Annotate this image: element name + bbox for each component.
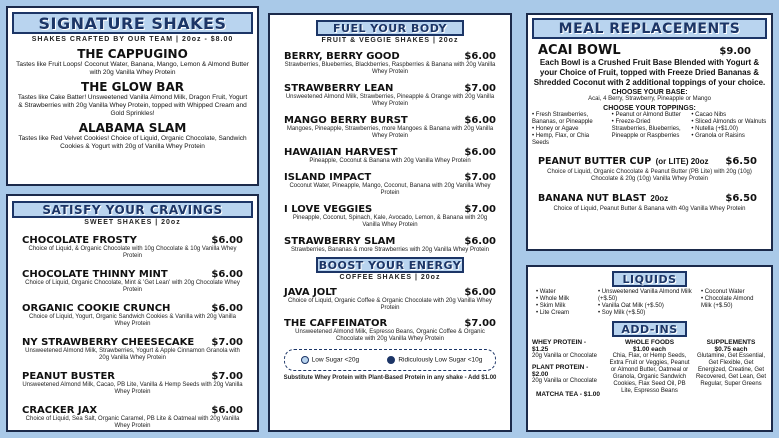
topping-item: • Hemp, Flax, or Chia Seeds bbox=[532, 133, 608, 147]
menu-item-desc: Choice of Liquid, Sea Salt, Organic Caramel, PB Lite & Oatmeal with 20g Vanilla Whey Protein bbox=[25, 416, 240, 429]
ridiculously-low-sugar-icon bbox=[387, 356, 395, 364]
energy-title: BOOST YOUR ENERGY bbox=[316, 257, 464, 273]
menu-item-desc: Choice of Liquid, Yogurt, Organic Sandwich Cookies & Vanilla with 20g Vanilla Whey Protein bbox=[29, 314, 236, 327]
acai-bowl-desc: Each Bowl is a Crushed Fruit Base Blended with Yogurt & your Choice of Fruit, topped with Freeze Dried Bananas & Shredded Coconut with 2 additional toppings of your choice. bbox=[533, 58, 766, 87]
topping-item: • Sliced Almonds or Walnuts bbox=[691, 119, 767, 126]
menu-item-row bbox=[284, 172, 496, 183]
toppings-label: CHOOSE YOUR TOPPINGS: bbox=[603, 105, 696, 112]
signature-item-desc: Tastes like Cake Batter! Unsweetened Vanilla Almond Milk, Dragon Fruit, Yogurt & Strawberries with 20g Vanilla Whey Protein, topped with Whipped Cream and Gold Sprinkles! bbox=[17, 94, 248, 117]
addins-title: ADD-INS bbox=[612, 321, 687, 337]
menu-item-name: ORGANIC COOKIE CRUNCH bbox=[22, 303, 171, 314]
base-options: Acai, 4 Berry, Strawberry, Pineapple or Mango bbox=[588, 96, 711, 102]
menu-item-price: $6.00 bbox=[464, 287, 496, 298]
whey-protein-desc: 20g Vanilla or Chocolate bbox=[532, 353, 597, 359]
whole-foods-desc: Chia, Flax, or Hemp Seeds, Extra Fruit or Veggies, Peanut or Almond Butter, Oatmeal or Granola, Organic Sandwich Cookies, Flax Seed Oil, PB Lite, Espresso Beans bbox=[609, 353, 690, 394]
cravings-subtitle: SWEET SHAKES | 20oz bbox=[84, 219, 181, 226]
liquid-item: • Water bbox=[536, 289, 594, 296]
menu-item-row bbox=[22, 235, 243, 246]
fuel-energy-panel bbox=[268, 13, 512, 432]
liquid-item: • Soy Milk (+$.50) bbox=[598, 310, 697, 317]
menu-item-desc: Pineapple, Coconut, Spinach, Kale, Avocado, Lemon, & Banana with 20g Vanilla Whey Protein bbox=[292, 215, 488, 228]
liquids-col-2 bbox=[598, 289, 697, 317]
energy-subtitle: COFFEE SHAKES | 20oz bbox=[339, 274, 441, 281]
fuel-title: FUEL YOUR BODY bbox=[316, 20, 464, 36]
toppings-col-1 bbox=[532, 112, 608, 147]
menu-item-desc: Choice of Liquid, & Organic Chocolate with 10g Chocolate & 10g Vanilla Whey Protein bbox=[28, 246, 237, 259]
whey-protein-label: WHEY PROTEIN - $1.25 bbox=[532, 339, 587, 353]
menu-item-price: $6.00 bbox=[464, 147, 496, 158]
pb-cup-size: (or LITE) 20oz bbox=[655, 157, 709, 166]
cravings-title: SATISFY YOUR CRAVINGS bbox=[12, 201, 253, 218]
sugar-legend bbox=[284, 349, 496, 371]
signature-item-name: ALABAMA SLAM bbox=[78, 121, 187, 135]
acai-bowl-price: $9.00 bbox=[719, 46, 751, 57]
topping-item: • Fresh Strawberries, Bananas, or Pineapple bbox=[532, 112, 608, 126]
menu-item-row bbox=[22, 371, 243, 382]
plant-protein-desc: 20g Vanilla or Chocolate bbox=[532, 378, 597, 384]
liquids-col-3 bbox=[701, 289, 763, 317]
supplements-price: $0.75 each bbox=[714, 346, 748, 353]
topping-item: • Honey or Agave bbox=[532, 126, 608, 133]
banana-nut-price: $6.50 bbox=[725, 193, 757, 204]
banana-nut-size: 20oz bbox=[650, 194, 669, 203]
plant-protein-note: Substitute Whey Protein with Plant-Based Protein in any shake - Add $1.00 bbox=[283, 375, 497, 381]
menu-item-name: JAVA JOLT bbox=[284, 287, 337, 298]
liquids-col-1 bbox=[536, 289, 594, 317]
menu-item-desc: Pineapple, Coconut & Banana with 20g Vanilla Whey Protein bbox=[309, 158, 471, 164]
menu-item-row bbox=[284, 287, 496, 298]
topping-item: • Nutella (+$1.00) bbox=[691, 126, 767, 133]
menu-item-desc: Coconut Water, Pineapple, Mango, Coconut, Banana with 20g Vanilla Whey Protein bbox=[289, 183, 491, 196]
topping-item: • Granola or Raisins bbox=[691, 133, 767, 140]
menu-item-row bbox=[22, 405, 243, 416]
toppings-col-3 bbox=[691, 112, 767, 147]
menu-item-price: $6.00 bbox=[211, 303, 243, 314]
signature-item-desc: Tastes like Red Velvet Cookies! Choice of Liquid, Organic Chocolate, Sandwich Cookies & Yogurt with 20g of Vanilla Whey Protein bbox=[18, 135, 247, 150]
signature-item-name: THE GLOW BAR bbox=[81, 80, 184, 94]
topping-item: • Peanut or Almond Butter bbox=[612, 112, 688, 119]
whole-foods-label: WHOLE FOODS bbox=[624, 339, 675, 346]
menu-item-price: $7.00 bbox=[464, 204, 496, 215]
signature-shakes-panel bbox=[6, 6, 259, 186]
menu-item-desc: Unsweetened Almond Milk, Espresso Beans, Organic Coffee & Organic Chocolate with 20g Vanilla Whey Protein bbox=[295, 329, 485, 342]
menu-item-desc: Mangoes, Pineapple, Strawberries, more Mangoes & Banana with 20g Vanilla Whey Protein bbox=[286, 126, 494, 139]
fuel-items bbox=[270, 51, 510, 254]
menu-item-name: BERRY, BERRY GOOD bbox=[284, 51, 400, 62]
menu-item-row bbox=[22, 303, 243, 314]
banana-nut-desc: Choice of Liquid, Peanut Butter & Banana with 40g Vanilla Whey Protein bbox=[553, 206, 746, 212]
menu-item-name: MANGO BERRY BURST bbox=[284, 115, 408, 126]
topping-item: • Freeze-Dried Strawberries, Blueberries, Pineapple or Raspberries bbox=[612, 119, 688, 140]
menu-item-name: PEANUT BUSTER bbox=[22, 371, 115, 382]
menu-item-price: $7.00 bbox=[464, 83, 496, 94]
menu-item-price: $6.00 bbox=[211, 405, 243, 416]
ridiculously-low-sugar-label: Ridiculously Low Sugar <10g bbox=[398, 356, 483, 364]
menu-item-row bbox=[22, 269, 243, 280]
signature-items bbox=[8, 47, 257, 151]
menu-item-name: I LOVE VEGGIES bbox=[284, 204, 373, 215]
toppings-col-2 bbox=[612, 112, 688, 147]
menu-item-row bbox=[284, 318, 496, 329]
menu-item-row bbox=[284, 115, 496, 126]
supplements-desc: Glutamine, Get Essential, Get Flexible, Get Energized, Creatine, Get Recovered, Get Lean, Get Regular, Super Greens bbox=[695, 353, 767, 387]
menu-item-desc: Unsweetened Almond Milk, Strawberries, Pineapple & Orange with 20g Vanilla Whey Protein bbox=[285, 94, 495, 107]
matcha-label: MATCHA TEA - $1.00 bbox=[535, 391, 601, 398]
menu-item-row bbox=[284, 51, 496, 62]
meal-replacements-panel bbox=[526, 13, 773, 251]
menu-item-name: CRACKER JAX bbox=[22, 405, 98, 416]
liquid-item: • Chocolate Almond Milk (+$.50) bbox=[701, 296, 763, 310]
liquids-addins-panel bbox=[526, 265, 773, 432]
signature-item-desc: Tastes like Fruit Loops! Coconut Water, Banana, Mango, Lemon & Almond Butter with 20g Vanilla Whey Protein bbox=[16, 61, 249, 76]
low-sugar-icon bbox=[301, 356, 309, 364]
liquid-item: • Whole Milk bbox=[536, 296, 594, 303]
energy-items bbox=[270, 287, 510, 343]
menu-item-name: THE CAFFEINATOR bbox=[284, 318, 388, 329]
signature-shakes-title: SIGNATURE SHAKES bbox=[12, 12, 253, 34]
menu-item-name: STRAWBERRY SLAM bbox=[284, 236, 396, 247]
menu-item-price: $7.00 bbox=[464, 318, 496, 329]
liquid-item: • Vanilla Oat Milk (+$.50) bbox=[598, 303, 697, 310]
menu-item-price: $7.00 bbox=[464, 172, 496, 183]
acai-bowl-name: ACAI BOWL bbox=[538, 43, 621, 58]
menu-item-row bbox=[284, 236, 496, 247]
menu-item-price: $7.00 bbox=[211, 371, 243, 382]
menu-item-price: $6.00 bbox=[464, 236, 496, 247]
cravings-panel bbox=[6, 194, 259, 432]
banana-nut-name: BANANA NUT BLAST bbox=[538, 193, 646, 204]
topping-item: • Cacao Nibs bbox=[691, 112, 767, 119]
liquids-title: LIQUIDS bbox=[612, 271, 687, 287]
liquid-item: • Coconut Water bbox=[701, 289, 763, 296]
menu-item-row bbox=[284, 147, 496, 158]
liquid-item: • Unsweetened Vanilla Almond Milk (+$.50) bbox=[598, 289, 697, 303]
pb-cup-name: PEANUT BUTTER CUP bbox=[538, 156, 652, 167]
liquid-item: • Skim Milk bbox=[536, 303, 594, 310]
menu-item-price: $6.00 bbox=[464, 51, 496, 62]
pb-cup-price: $6.50 bbox=[725, 156, 757, 167]
menu-item-desc: Unsweetened Almond Milk, Cacao, PB Lite, Vanilla & Hemp Seeds with 20g Vanilla Whey Protein bbox=[22, 382, 243, 395]
menu-item-name: ISLAND IMPACT bbox=[284, 172, 372, 183]
menu-item-row bbox=[284, 204, 496, 215]
base-label: CHOOSE YOUR BASE: bbox=[611, 89, 688, 96]
menu-item-desc: Choice of Liquid, Organic Chocolate, Mint & 'Get Lean' with 20g Chocolate Whey Protein bbox=[25, 280, 240, 293]
menu-item-name: STRAWBERRY LEAN bbox=[284, 83, 394, 94]
menu-item-price: $7.00 bbox=[211, 337, 243, 348]
menu-item-name: CHOCOLATE FROSTY bbox=[22, 235, 137, 246]
menu-item-desc: Choice of Liquid, Organic Coffee & Organic Chocolate with 20g Vanilla Whey Protein bbox=[288, 298, 492, 311]
menu-item-desc: Strawberries, Bananas & more Strawberries with 20g Vanilla Whey Protein bbox=[291, 247, 489, 253]
fuel-subtitle: FRUIT & VEGGIE SHAKES | 20oz bbox=[321, 37, 459, 44]
menu-item-name: HAWAIIAN HARVEST bbox=[284, 147, 398, 158]
signature-shakes-subtitle: SHAKES CRAFTED BY OUR TEAM | 20oz - $8.00 bbox=[31, 36, 234, 43]
menu-item-name: CHOCOLATE THINNY MINT bbox=[22, 269, 168, 280]
cravings-items bbox=[8, 235, 257, 430]
whole-foods-price: $1.00 each bbox=[633, 346, 666, 353]
menu-item-row bbox=[22, 337, 243, 348]
plant-protein-label: PLANT PROTEIN - $2.00 bbox=[532, 364, 589, 378]
supplements-label: SUPPLEMENTS bbox=[706, 339, 756, 346]
menu-item-desc: Strawberries, Blueberries, Blackberries, Raspberries & Banana with 20g Vanilla Whey Protein bbox=[284, 62, 496, 75]
menu-item-price: $6.00 bbox=[211, 269, 243, 280]
menu-item-desc: Unsweetened Almond Milk, Strawberries, Yogurt & Apple Cinnamon Granola with 20g Vanilla Whey Protein bbox=[25, 348, 240, 361]
menu-item-price: $6.00 bbox=[211, 235, 243, 246]
menu-item-name: NY STRAWBERRY CHEESECAKE bbox=[22, 337, 195, 348]
pb-cup-desc: Choice of Liquid, Organic Chocolate & Peanut Butter (PB Lite) with 20g (10g) Chocolate & 20g (10g) Vanilla Whey Protein bbox=[547, 169, 752, 182]
menu-item-price: $6.00 bbox=[464, 115, 496, 126]
meal-replacements-title: MEAL REPLACEMENTS bbox=[532, 18, 767, 39]
liquid-item: • Lite Cream bbox=[536, 310, 594, 317]
signature-item-name: THE CAPPUGINO bbox=[77, 47, 188, 61]
menu-item-row bbox=[284, 83, 496, 94]
low-sugar-label: Low Sugar <20g bbox=[311, 356, 360, 364]
